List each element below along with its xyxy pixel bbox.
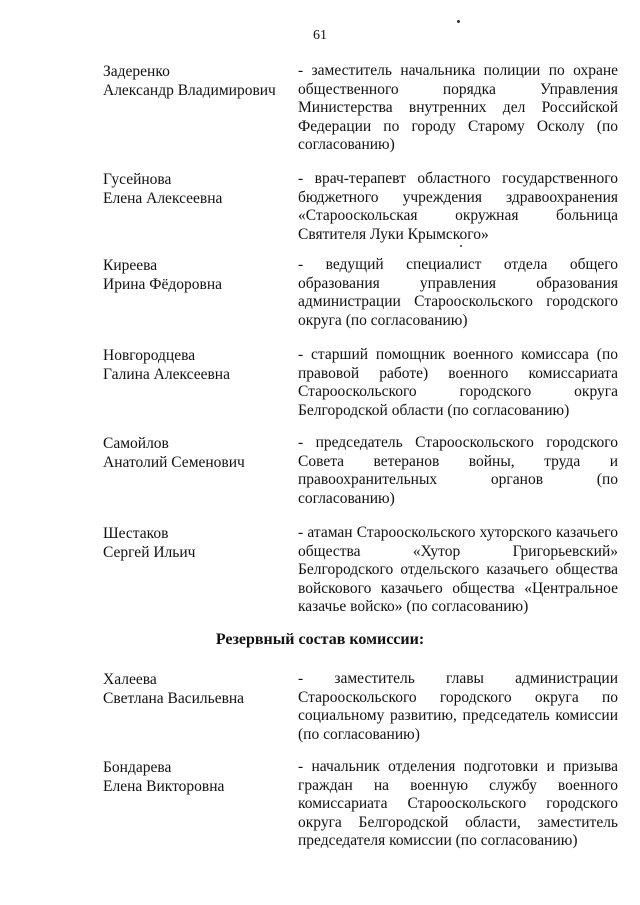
member-given-names: Анатолий Семенович (103, 454, 245, 471)
scan-speck (460, 245, 462, 247)
member-role: - старший помощник военного комиссара (по правовой работе) военного комиссариата Старооскольского городского округа Белгородской области (по согласованию) (298, 346, 618, 419)
member-given-names: Елена Викторовна (103, 778, 225, 795)
member-given-names: Елена Алексеевна (103, 190, 223, 207)
member-surname: Бондарева (103, 759, 172, 776)
member-given-names: Сергей Ильич (103, 544, 196, 561)
member-name (103, 524, 288, 562)
member-name (103, 62, 288, 100)
member-surname: Киреева (103, 257, 158, 274)
member-given-names: Ирина Фёдоровна (103, 276, 223, 293)
member-given-names: Александр Владимирович (103, 82, 276, 99)
member-role: - ведущий специалист отдела общего образования управления образования администрации Старооскольского городского округа (по согласованию) (298, 256, 618, 329)
member-surname: Самойлов (103, 435, 169, 452)
member-surname: Новгородцева (103, 347, 196, 364)
member-surname: Гусейнова (103, 171, 172, 188)
reserve-member-name (103, 670, 288, 708)
member-given-names: Светлана Васильевна (103, 690, 245, 707)
member-role: - председатель Старооскольского городского Совета ветеранов войны, труда и правоохранительных органов (по согласованию) (298, 434, 618, 507)
member-name (103, 170, 288, 208)
member-surname: Шестаков (103, 525, 169, 542)
reserve-section-heading: Резервный состав комиссии: (215, 631, 425, 648)
member-role: - заместитель начальника полиции по охране общественного порядка Управления Министерства внутренних дел Российской Федерации по городу Старому Осколу (по согласованию) (298, 62, 618, 153)
member-name (103, 346, 288, 384)
member-surname: Халеева (103, 671, 157, 688)
reserve-member-role: - начальник отделения подготовки и призыва граждан на военную службу военного комиссариата Старооскольского городского округа Белгородской области, заместитель председателя комиссии (по согласованию) (298, 758, 618, 849)
member-name (103, 434, 288, 472)
reserve-member-role: - заместитель главы администрации Старооскольского городского округа по социальному развитию, председатель комиссии (по согласованию) (298, 670, 618, 743)
member-name (103, 256, 288, 294)
member-surname: Задеренко (103, 63, 170, 80)
member-role: - атаман Старооскольского хуторского казачьего общества «Хутор Григорьевский» Белгородского отдельского казачьего общества войскового казачьего общества «Центральное казачье войско» (по согласованию) (298, 524, 618, 615)
page-number: 61 (313, 28, 327, 43)
scan-speck (457, 20, 460, 23)
member-role: - врач-терапевт областного государственного бюджетного учреждения здравоохранения «Старооскольская окружная больница Святителя Луки Крымского» (298, 170, 618, 243)
member-given-names: Галина Алексеевна (103, 366, 230, 383)
reserve-member-name (103, 758, 288, 796)
